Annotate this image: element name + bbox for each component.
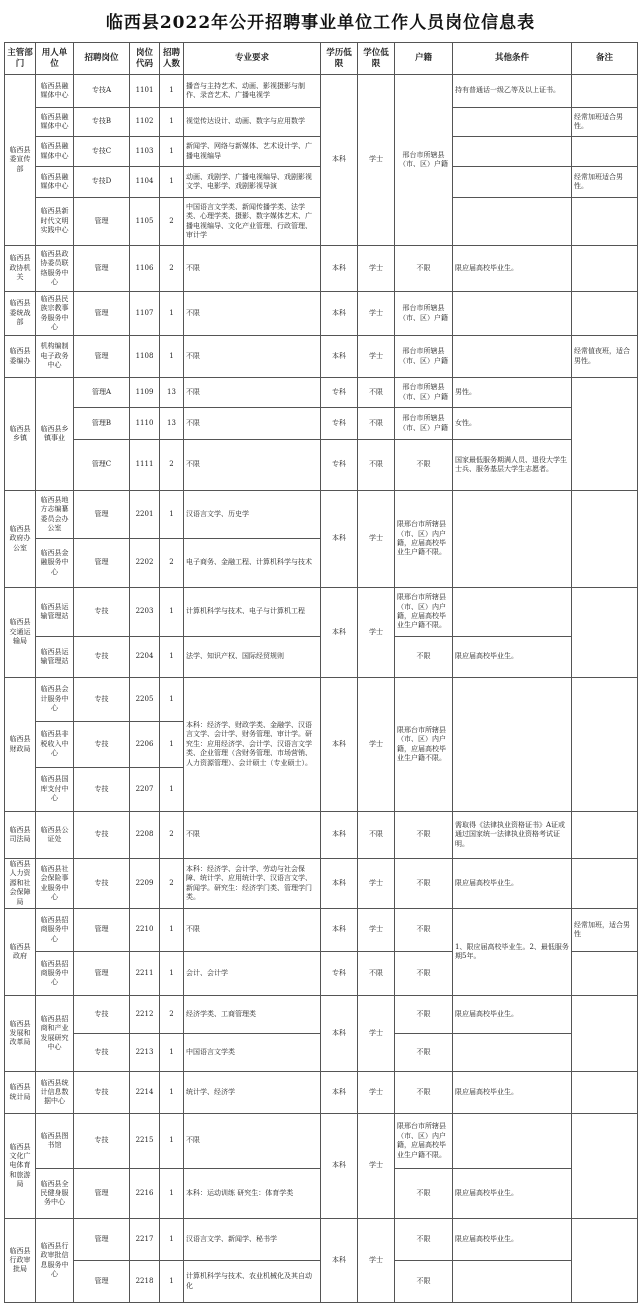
code-cell: 2218 [130,1261,160,1303]
note-cell: 经常加班，适合男性 [572,909,638,952]
table-row [5,1219,638,1261]
count-cell: 1 [160,1169,184,1219]
hukou-cell: 不限 [395,812,453,859]
dept-cell: 临西县委宣传部 [5,75,36,246]
unit-cell: 临西县地方志编纂委员会办公室 [36,491,74,539]
major-cell: 本科：运动训练 研究生：体育学类 [184,1169,321,1219]
position-cell: 专技 [74,1072,130,1114]
major-cell: 经济学类、工商管理类 [184,996,321,1034]
note-cell: 经常加班适合男性。 [572,108,638,137]
position-cell: 管理 [74,1261,130,1303]
major-cell: 不限 [184,292,321,336]
edu-cell: 本科 [321,996,358,1072]
major-cell: 不限 [184,812,321,859]
note-cell [572,1219,638,1303]
other-cell [453,336,572,378]
note-cell: 经常值夜班，适合男性。 [572,336,638,378]
other-cell: 1、限应届高校毕业生。2、最低服务期5年。 [453,909,572,996]
code-cell: 1101 [130,75,160,108]
degree-cell: 学士 [358,292,395,336]
edu-cell: 本科 [321,588,358,678]
position-cell: 管理 [74,198,130,246]
hukou-cell: 限邢台市所辖县（市、区）内户籍，应届高校毕业生户籍不限。 [395,678,453,812]
unit-cell: 临西县政协委员联络服务中心 [36,246,74,292]
position-cell: 专技B [74,108,130,137]
unit-cell: 临西县非税收入中心 [36,722,74,768]
code-cell: 1104 [130,167,160,198]
major-cell: 中国语言文学类 [184,1034,321,1072]
unit-cell: 临西县社会保险事业服务中心 [36,859,74,909]
unit-cell: 临西县国库支付中心 [36,768,74,812]
major-cell: 不限 [184,246,321,292]
table-row [5,909,638,952]
count-cell: 1 [160,108,184,137]
unit-cell: 临西县金融服务中心 [36,539,74,588]
unit-cell: 临西县会计服务中心 [36,678,74,722]
code-cell: 2204 [130,637,160,678]
note-cell [572,1114,638,1219]
dept-cell: 临西县文化广电体育和旅游局 [5,1114,36,1219]
major-cell: 不限 [184,440,321,491]
unit-cell: 临西县融媒体中心 [36,137,74,167]
count-cell: 1 [160,637,184,678]
major-cell: 不限 [184,408,321,440]
unit-cell: 机构编制电子政务中心 [36,336,74,378]
degree-cell: 学士 [358,909,395,952]
major-cell: 中国语言文学类、新闻传播学类、法学类、心理学类、摄影、数字媒体艺术、广播电视编导、文化产业管理、行政管理、审计学 [184,198,321,246]
hukou-cell: 邢台市所辖县（市、区）户籍 [395,408,453,440]
table-row [5,440,638,491]
position-cell: 管理 [74,909,130,952]
col-header: 备注 [572,43,638,75]
dept-cell: 临西县发展和改革局 [5,996,36,1072]
col-header: 招聘岗位 [74,43,130,75]
note-cell [572,491,638,588]
count-cell: 2 [160,198,184,246]
note-cell [572,588,638,678]
other-cell [453,167,572,198]
degree-cell: 不限 [358,440,395,491]
edu-cell: 本科 [321,678,358,812]
other-cell: 男性。 [453,378,572,408]
position-cell: 专技 [74,812,130,859]
other-cell: 限应届高校毕业生。 [453,1169,572,1219]
col-header: 学历低限 [321,43,358,75]
dept-cell: 临西县委统战部 [5,292,36,336]
count-cell: 1 [160,678,184,722]
note-cell [572,952,638,996]
table-row [5,996,638,1034]
other-cell: 女性。 [453,408,572,440]
degree-cell: 不限 [358,952,395,996]
other-cell [453,198,572,246]
note-cell [572,1072,638,1114]
hukou-cell: 限邢台市所辖县（市、区）内户籍，应届高校毕业生户籍不限。 [395,1114,453,1169]
count-cell: 13 [160,408,184,440]
hukou-cell: 不限 [395,952,453,996]
code-cell: 2216 [130,1169,160,1219]
unit-cell: 临西县乡镇事业 [36,378,74,491]
other-cell: 需取得《法律执业资格证书》A证或通过国家统一法律执业资格考试证明。 [453,812,572,859]
other-cell: 限应届高校毕业生。 [453,1072,572,1114]
table-row [5,491,638,539]
col-header: 用人单位 [36,43,74,75]
position-cell: 管理A [74,378,130,408]
major-cell: 会计、会计学 [184,952,321,996]
table-row [5,1072,638,1114]
other-cell: 国家最低服务期满人员、退役大学生士兵、服务基层大学生志愿者。 [453,440,572,491]
position-cell: 管理 [74,952,130,996]
edu-cell: 本科 [321,1219,358,1303]
major-cell: 计算机科学与技术、电子与计算机工程 [184,588,321,637]
code-cell: 2206 [130,722,160,768]
edu-cell: 本科 [321,1072,358,1114]
count-cell: 13 [160,378,184,408]
other-cell [453,1114,572,1169]
count-cell: 1 [160,75,184,108]
hukou-cell: 不限 [395,1261,453,1303]
count-cell: 2 [160,539,184,588]
code-cell: 1105 [130,198,160,246]
table-row [5,75,638,108]
edu-cell: 本科 [321,246,358,292]
hukou-cell: 不限 [395,1072,453,1114]
count-cell: 1 [160,1219,184,1261]
other-cell: 限应届高校毕业生。 [453,637,572,678]
position-cell: 专技 [74,768,130,812]
other-cell [453,678,572,812]
degree-cell: 学士 [358,678,395,812]
hukou-cell: 限邢台市所辖县（市、区）内户籍，应届高校毕业生户籍不限。 [395,491,453,588]
hukou-cell: 限邢台市所辖县（市、区）内户籍，应届高校毕业生户籍不限。 [395,588,453,637]
other-cell: 限应届高校毕业生。 [453,246,572,292]
major-cell: 计算机科学与技术、农业机械化及其自动化 [184,1261,321,1303]
unit-cell: 临西县运输管理站 [36,637,74,678]
other-cell [453,137,572,167]
degree-cell: 不限 [358,812,395,859]
table-row [5,1114,638,1169]
position-cell: 专技 [74,996,130,1034]
hukou-cell: 不限 [395,859,453,909]
other-cell [453,1261,572,1303]
dept-cell: 临西县交通运输局 [5,588,36,678]
table-row [5,859,638,909]
count-cell: 1 [160,137,184,167]
degree-cell: 不限 [358,408,395,440]
position-cell: 专技 [74,859,130,909]
count-cell: 1 [160,909,184,952]
note-cell [572,292,638,336]
edu-cell: 专科 [321,440,358,491]
note-cell [572,198,638,246]
count-cell: 1 [160,292,184,336]
code-cell: 2209 [130,859,160,909]
position-cell: 管理 [74,292,130,336]
dept-cell: 临西县乡镇 [5,378,36,491]
count-cell: 2 [160,859,184,909]
degree-cell: 学士 [358,996,395,1072]
position-cell: 专技 [74,1034,130,1072]
table-row [5,678,638,722]
degree-cell: 不限 [358,378,395,408]
count-cell: 1 [160,952,184,996]
edu-cell: 本科 [321,491,358,588]
note-cell: 经常加班适合男性。 [572,167,638,198]
col-header: 户籍 [395,43,453,75]
edu-cell: 本科 [321,292,358,336]
header-row [5,43,638,75]
code-cell: 2203 [130,588,160,637]
col-header: 其他条件 [453,43,572,75]
position-cell: 专技 [74,678,130,722]
count-cell: 1 [160,336,184,378]
degree-cell: 学士 [358,246,395,292]
major-cell: 新闻学、网络与新媒体、艺术设计学、广播电视编导 [184,137,321,167]
unit-cell: 临西县融媒体中心 [36,108,74,137]
unit-cell: 临西县公证处 [36,812,74,859]
count-cell: 1 [160,1261,184,1303]
degree-cell: 学士 [358,588,395,678]
degree-cell: 学士 [358,1219,395,1303]
count-cell: 1 [160,722,184,768]
dept-cell: 临西县统计局 [5,1072,36,1114]
unit-cell: 临西县招商服务中心 [36,952,74,996]
note-cell [572,137,638,167]
position-cell: 专技C [74,137,130,167]
major-cell: 不限 [184,909,321,952]
degree-cell: 学士 [358,75,395,246]
position-cell: 管理 [74,1219,130,1261]
degree-cell: 学士 [358,491,395,588]
col-header: 招聘人数 [160,43,184,75]
unit-cell: 临西县全民健身服务中心 [36,1169,74,1219]
major-cell: 不限 [184,1114,321,1169]
edu-cell: 专科 [321,408,358,440]
code-cell: 1102 [130,108,160,137]
dept-cell: 临西县司法局 [5,812,36,859]
hukou-cell: 不限 [395,996,453,1034]
position-cell: 专技 [74,1114,130,1169]
major-cell: 汉语言文学、新闻学、秘书学 [184,1219,321,1261]
edu-cell: 专科 [321,378,358,408]
position-cell: 专技A [74,75,130,108]
hukou-cell: 不限 [395,1034,453,1072]
edu-cell: 本科 [321,859,358,909]
table-row [5,588,638,637]
major-cell: 汉语言文学、历史学 [184,491,321,539]
hukou-cell: 不限 [395,1169,453,1219]
edu-cell: 本科 [321,75,358,246]
code-cell: 1108 [130,336,160,378]
count-cell: 1 [160,768,184,812]
position-cell: 管理C [74,440,130,491]
position-cell: 专技 [74,637,130,678]
code-cell: 2215 [130,1114,160,1169]
note-cell [572,996,638,1072]
hukou-cell: 邢台市所辖县（市、区）户籍 [395,378,453,408]
other-cell: 限应届高校毕业生。 [453,1219,572,1261]
count-cell: 1 [160,1114,184,1169]
dept-cell: 临西县行政审批局 [5,1219,36,1303]
major-cell: 统计学、经济学 [184,1072,321,1114]
degree-cell: 学士 [358,1114,395,1219]
unit-cell: 临西县行政审批信息服务中心 [36,1219,74,1303]
page-title: 临西县2022年公开招聘事业单位工作人员岗位信息表 [105,13,536,33]
note-cell [572,378,638,491]
code-cell: 1103 [130,137,160,167]
position-cell: 专技 [74,588,130,637]
major-cell: 本科：经济学、会计学、劳动与社会保障、统计学、应用统计学、汉语言文学、新闻学。研究生：经济学门类、管理学门类。 [184,859,321,909]
code-cell: 1110 [130,408,160,440]
code-cell: 2207 [130,768,160,812]
degree-cell: 学士 [358,336,395,378]
major-cell: 播音与主持艺术、动画、影视摄影与制作、录音艺术、广播电视学 [184,75,321,108]
note-cell [572,859,638,909]
other-cell: 持有普通话一级乙等及以上证书。 [453,75,572,108]
unit-cell: 临西县运输管理站 [36,588,74,637]
count-cell: 1 [160,167,184,198]
major-cell: 电子商务、金融工程、计算机科学与技术 [184,539,321,588]
edu-cell: 本科 [321,812,358,859]
hukou-cell: 邢台市所辖县（市、区）户籍 [395,292,453,336]
unit-cell: 临西县融媒体中心 [36,167,74,198]
dept-cell: 临西县政协机关 [5,246,36,292]
unit-cell: 临西县新时代文明实践中心 [36,198,74,246]
hukou-cell: 邢台市所辖县（市、区）户籍 [395,75,453,246]
unit-cell: 临西县融媒体中心 [36,75,74,108]
position-cell: 管理 [74,246,130,292]
count-cell: 2 [160,812,184,859]
other-cell: 限应届高校毕业生。 [453,996,572,1034]
position-cell: 专技 [74,722,130,768]
note-cell [572,246,638,292]
edu-cell: 本科 [321,909,358,952]
position-cell: 管理B [74,408,130,440]
unit-cell: 临西县图书馆 [36,1114,74,1169]
dept-cell: 临西县政府 [5,909,36,996]
position-cell: 专技D [74,167,130,198]
dept-cell: 临西县财政局 [5,678,36,812]
major-cell: 视觉传达设计、动画、数字与应用数学 [184,108,321,137]
edu-cell: 本科 [321,336,358,378]
other-cell [453,292,572,336]
position-cell: 管理 [74,491,130,539]
count-cell: 1 [160,1072,184,1114]
hukou-cell: 不限 [395,909,453,952]
degree-cell: 学士 [358,1072,395,1114]
major-cell: 不限 [184,378,321,408]
table-row [5,292,638,336]
dept-cell: 临西县委编办 [5,336,36,378]
hukou-cell: 不限 [395,246,453,292]
code-cell: 1106 [130,246,160,292]
note-cell [572,75,638,108]
code-cell: 2210 [130,909,160,952]
position-cell: 管理 [74,1169,130,1219]
note-cell [572,812,638,859]
dept-cell: 临西县政府办公室 [5,491,36,588]
position-cell: 管理 [74,336,130,378]
code-cell: 2213 [130,1034,160,1072]
code-cell: 2208 [130,812,160,859]
code-cell: 2212 [130,996,160,1034]
other-cell [453,588,572,637]
code-cell: 1111 [130,440,160,491]
table-row [5,378,638,408]
count-cell: 2 [160,440,184,491]
col-header: 学位低限 [358,43,395,75]
note-cell [572,678,638,812]
unit-cell: 临西县民族宗教事务服务中心 [36,292,74,336]
hukou-cell: 邢台市所辖县（市、区）户籍 [395,336,453,378]
hukou-cell: 不限 [395,637,453,678]
major-cell: 不限 [184,336,321,378]
code-cell: 2201 [130,491,160,539]
col-header: 专业要求 [184,43,321,75]
degree-cell: 学士 [358,859,395,909]
code-cell: 1107 [130,292,160,336]
hukou-cell: 不限 [395,1219,453,1261]
edu-cell: 本科 [321,1114,358,1219]
code-cell: 2214 [130,1072,160,1114]
table-row [5,812,638,859]
code-cell: 2217 [130,1219,160,1261]
col-header: 岗位代码 [130,43,160,75]
edu-cell: 专科 [321,952,358,996]
count-cell: 2 [160,246,184,292]
position-cell: 管理 [74,539,130,588]
count-cell: 1 [160,1034,184,1072]
code-cell: 2202 [130,539,160,588]
unit-cell: 临西县招商和产业发展研究中心 [36,996,74,1072]
count-cell: 1 [160,491,184,539]
code-cell: 2211 [130,952,160,996]
major-cell: 法学、知识产权、国际经贸规则 [184,637,321,678]
count-cell: 2 [160,996,184,1034]
unit-cell: 临西县统计信息数据中心 [36,1072,74,1114]
unit-cell: 临西县招商服务中心 [36,909,74,952]
table-row [5,408,638,440]
code-cell: 1109 [130,378,160,408]
table-row [5,246,638,292]
table-row [5,336,638,378]
other-cell [453,1034,572,1072]
other-cell [453,491,572,588]
code-cell: 2205 [130,678,160,722]
job-table [4,42,638,1303]
count-cell: 1 [160,588,184,637]
major-cell: 动画、戏剧学、广播电视编导、戏剧影视文学、电影学、戏剧影视导演 [184,167,321,198]
other-cell: 限应届高校毕业生。 [453,859,572,909]
hukou-cell: 不限 [395,440,453,491]
major-cell: 本科：经济学、财政学类、金融学、汉语言文学、会计学、财务管理、审计学。研究生：应用经济学、会计学、汉语言文学类、企业管理（含财务管理、市场营销、人力资源管理）、会计硕士（专业硕士）。 [184,678,321,812]
col-header: 主管部门 [5,43,36,75]
other-cell [453,108,572,137]
dept-cell: 临西县人力资源和社会保障局 [5,859,36,909]
